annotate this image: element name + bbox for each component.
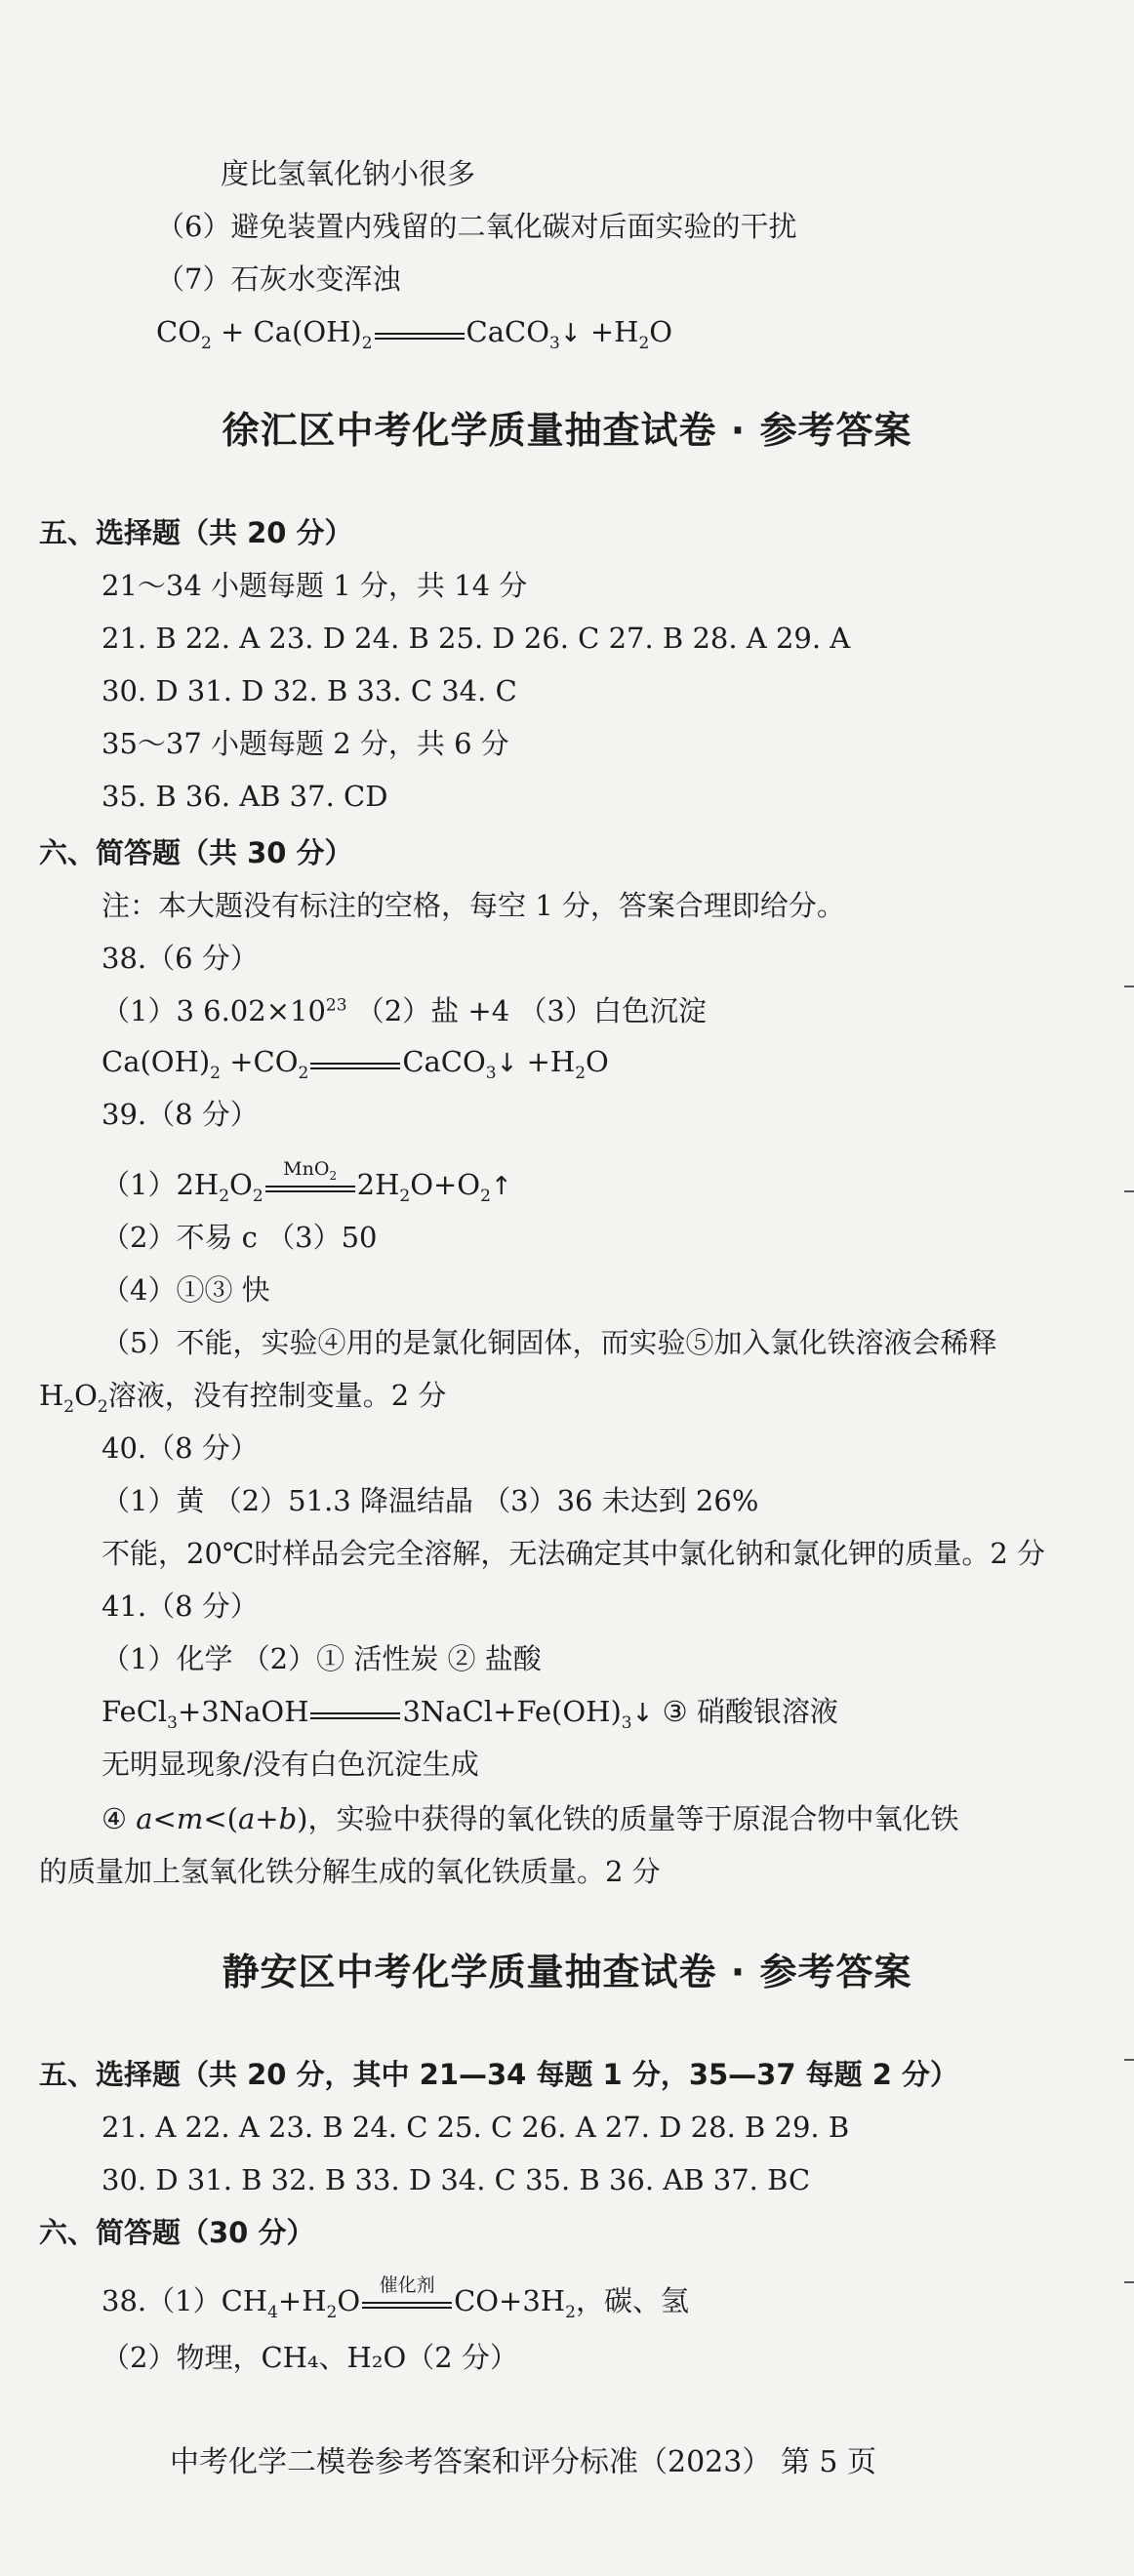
jingan-section-6: 六、简答题（30 分）	[39, 2216, 315, 2249]
xuhui-q38: 38.（6 分）	[101, 942, 259, 975]
xuhui-q41: 41.（8 分）	[101, 1590, 259, 1623]
xuhui-answers-row-3: 35. B 36. AB 37. CD	[101, 780, 388, 813]
top-line-1: 度比氢氧化钠小很多	[221, 157, 476, 190]
xuhui-title: 徐汇区中考化学质量抽查试卷 · 参考答案	[222, 409, 912, 452]
xuhui-q41-3: 无明显现象/没有白色沉淀生成	[101, 1748, 479, 1781]
jingan-q38-1: $38.(1)CH_4+H_2O$ 催化剂 $CO+3H_2$，碳、氢	[101, 2274, 689, 2322]
xuhui-q39-1: $(1)2H_2O_2$ MnO$_2$ $2H_2O+O_2↑$	[101, 1158, 512, 1206]
jingan-title: 静安区中考化学质量抽查试卷 · 参考答案	[222, 1951, 912, 1993]
jingan-section-5: 五、选择题（共 20 分，其中 21—34 每题 1 分，35—37 每题 2 分）	[39, 2058, 959, 2091]
xuhui-q40: 40.（8 分）	[101, 1431, 259, 1465]
edge-mark	[1124, 2059, 1134, 2061]
xuhui-q41-2: FeCl$_3$+3NaOH $3NaCl+Fe(OH)_3↓$ ③ 硝酸银溶液	[101, 1695, 838, 1733]
jingan-answers-row-1: 21. A 22. A 23. B 24. C 25. C 26. A 27. D 28. B 29. B	[101, 2111, 850, 2144]
top-line-3: （7）石灰水变浑浊	[156, 262, 401, 296]
xuhui-s5-note: 21～34 小题每题 1 分，共 14 分	[101, 569, 528, 602]
edge-mark	[1124, 1190, 1134, 1192]
xuhui-q40-2: 不能，20℃时样品会完全溶解，无法确定其中氯化钠和氯化钾的质量。2 分	[101, 1537, 1046, 1570]
xuhui-section-6: 六、简答题（共 30 分）	[39, 836, 353, 869]
xuhui-q41-4: ④ a<m<(a+b)，实验中获得的氧化铁的质量等于原混合物中氧化铁	[101, 1802, 959, 1835]
jingan-q38-2: （2）物理，CH₄、H₂O（2 分）	[101, 2341, 518, 2374]
xuhui-q39-5a: （5）不能，实验④用的是氯化铜固体，而实验⑤加入氯化铁溶液会稀释	[101, 1326, 997, 1359]
jingan-answers-row-2: 30. D 31. B 32. B 33. D 34. C 35. B 36. AB 37. BC	[101, 2163, 811, 2196]
xuhui-q40-1: （1）黄 （2）51.3 降温结晶 （3）36 未达到 26%	[101, 1484, 759, 1517]
xuhui-s5-note-2: 35～37 小题每题 2 分，共 6 分	[101, 727, 509, 760]
xuhui-q39-5b: $H_2O_2$溶液，没有控制变量。2 分	[39, 1379, 447, 1417]
xuhui-s6-note: 注：本大题没有标注的空格，每空 1 分，答案合理即给分。	[101, 889, 845, 922]
edge-mark	[1124, 2281, 1134, 2283]
xuhui-q39-4: （4）①③ 快	[101, 1273, 270, 1307]
top-line-2: （6）避免装置内残留的二氧化碳对后面实验的干扰	[156, 210, 797, 243]
xuhui-q39: 39.（8 分）	[101, 1098, 259, 1131]
xuhui-q38-equation: $Ca(OH)_2 +CO_2$ CaCO$_3$↓ $+H_2O$	[101, 1045, 609, 1083]
xuhui-q41-5: 的质量加上氢氧化铁分解生成的氧化铁质量。2 分	[39, 1855, 661, 1888]
xuhui-answers-row-1: 21. B 22. A 23. D 24. B 25. D 26. C 27. B 28. A 29. A	[101, 622, 851, 655]
top-equation: $CO_2 + Ca(OH)_2$ CaCO$_3$↓ $+H_2O$	[156, 315, 673, 353]
xuhui-q39-2: （2）不易 c （3）50	[101, 1221, 378, 1254]
edge-mark	[1124, 986, 1134, 987]
xuhui-section-5: 五、选择题（共 20 分）	[39, 516, 353, 549]
xuhui-answers-row-2: 30. D 31. D 32. B 33. C 34. C	[101, 674, 517, 707]
page-footer: 中考化学二模卷参考答案和评分标准（2023） 第 5 页	[170, 2445, 877, 2479]
xuhui-q41-1: （1）化学 （2）① 活性炭 ② 盐酸	[101, 1642, 542, 1675]
xuhui-q38-1: （1）3 $6.02\times 10^{23}$ （2）盐 +4 （3）白色沉淀	[101, 994, 707, 1027]
